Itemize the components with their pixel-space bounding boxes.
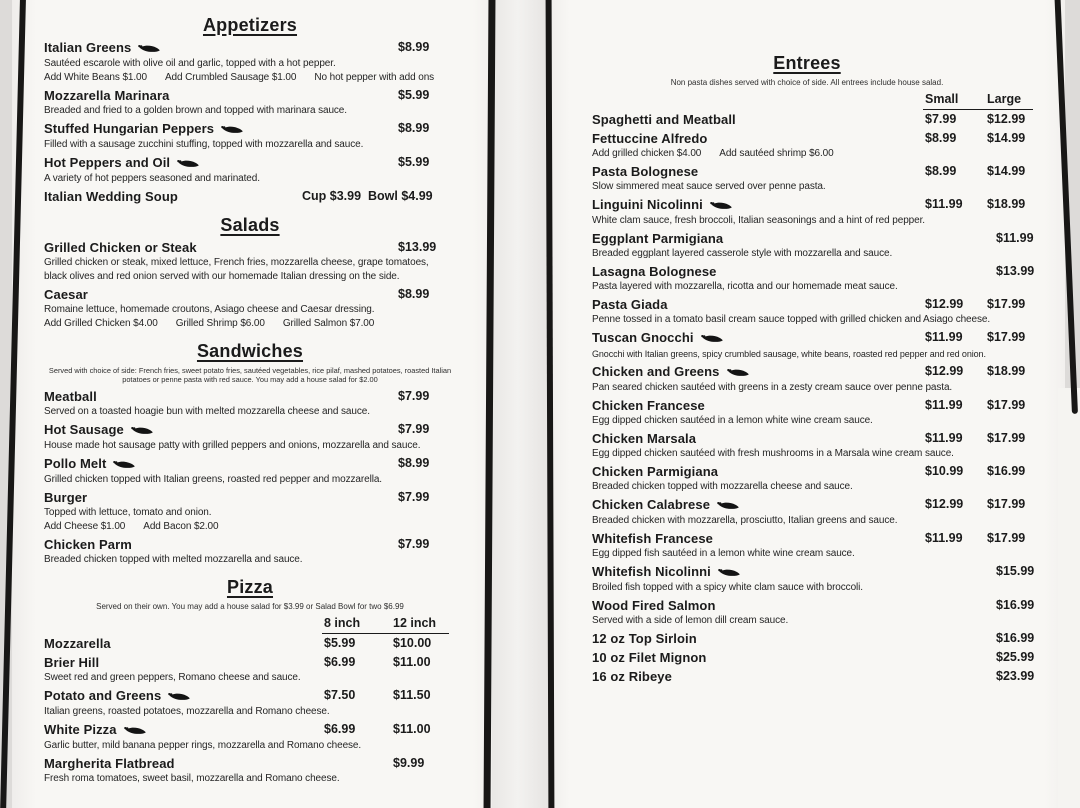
menu-item-description: Gnocchi with Italian greens, spicy crumbled sausage, white beans, roasted red pepper and red onion. (592, 349, 986, 360)
menu-item-price-col1: $11.99 (925, 330, 963, 345)
price-column-header-2: Large (987, 92, 1022, 107)
menu-item (592, 497, 1026, 527)
menu-item-header (44, 636, 456, 651)
menu-item-addons (44, 521, 456, 533)
menu-item-description: Served with a side of lemon dill cream sauce. (592, 615, 789, 627)
menu-section-sandwiches (44, 340, 456, 566)
menu-item-name: Stuffed Hungarian Peppers (44, 121, 215, 136)
menu-item-name: Burger (44, 489, 88, 505)
menu-item-name: Pasta Giada (592, 297, 668, 313)
menu-item-addons (44, 318, 456, 330)
menu-item-name: 16 oz Ribeye (592, 669, 672, 685)
menu-item-price-col2: $17.99 (987, 531, 1026, 546)
menu-item-price-col1: $8.99 (925, 164, 957, 179)
menu-item-header (592, 631, 1035, 647)
menu-item (592, 464, 1026, 493)
spicy-pepper-icon (716, 565, 740, 580)
menu-item-description: Grilled chicken topped with Italian greens, roasted red pepper and mozzarella. (44, 473, 382, 485)
menu-item-description: Filled with a sausage zucchini stuffing, topped with mozzarella and sauce. (44, 139, 364, 150)
menu-item-price-col1: $7.50 (324, 688, 356, 703)
page-gap-shade (492, 0, 549, 808)
menu-item-name: Chicken Calabrese (592, 497, 711, 513)
menu-item (592, 297, 1026, 326)
menu-item-header (592, 650, 1035, 666)
menu-item (44, 456, 456, 486)
menu-item-header (44, 88, 456, 103)
menu-item-name: Fettuccine Alfredo (592, 131, 708, 147)
menu-item (592, 598, 1035, 627)
menu-item-header (44, 240, 456, 255)
menu-item-name: Chicken Parmigiana (592, 464, 719, 480)
menu-item-header (44, 422, 456, 438)
menu-item (592, 398, 1026, 427)
menu-item (592, 669, 1035, 685)
menu-item-name: Grilled Chicken or Steak (44, 240, 197, 255)
menu-item-price-col1: $12.99 (925, 364, 964, 379)
menu-page-right-content (592, 52, 1035, 685)
menu-item-description: Garlic butter, mild banana pepper rings, mozzarella and Romano cheese. (44, 740, 362, 752)
menu-item-name: Hot Peppers and Oil (44, 155, 171, 170)
spicy-pepper-icon (166, 689, 190, 704)
menu-item-description: Topped with lettuce, tomato and onion. (44, 506, 212, 518)
menu-section-appetizers (44, 14, 456, 204)
menu-item-price: $8.99 (398, 287, 430, 301)
menu-item-name: 10 oz Filet Mignon (592, 650, 707, 666)
spicy-pepper-icon (708, 198, 732, 213)
menu-item-name: Wood Fired Salmon (592, 598, 716, 614)
menu-item-price: $8.99 (398, 121, 430, 135)
price-column-underline (322, 633, 449, 635)
section-subtitle (44, 602, 456, 612)
section-title-salads: Salads (220, 215, 280, 235)
menu-item (592, 231, 1034, 260)
spicy-pepper-icon (175, 156, 199, 171)
menu-item-price-col2: $15.99 (996, 564, 1035, 579)
menu-item (44, 189, 456, 204)
menu-item-description: Breaded chicken topped with melted mozzarella and sauce. (44, 553, 303, 565)
menu-section-salads (44, 214, 456, 330)
spicy-pepper-icon (111, 457, 135, 472)
menu-page-left (12, 0, 492, 808)
menu-item-header (592, 330, 1026, 346)
section-subtitle (44, 366, 456, 385)
menu-item-header (592, 364, 1026, 380)
menu-item-name: Spaghetti and Meatball (592, 112, 736, 128)
menu-item-header (592, 197, 1026, 213)
menu-item-header (592, 464, 1026, 480)
menu-item-header (592, 431, 1026, 447)
menu-item-name: Lasagna Bolognese (592, 264, 717, 280)
menu-item (44, 389, 456, 418)
menu-item-description: House made hot sausage patty with grilled peppers and onions, mozzarella and sauce. (44, 439, 421, 451)
menu-item-price: $7.99 (398, 421, 430, 436)
menu-item-header (44, 456, 456, 472)
menu-item-price-col2: $9.99 (393, 756, 425, 771)
menu-item-description: Breaded chicken topped with mozzarella cheese and sauce. (592, 481, 853, 493)
menu-item-header (44, 722, 456, 738)
menu-item-price-col2: $11.00 (393, 655, 431, 670)
menu-item (44, 655, 456, 684)
spicy-pepper-icon (219, 122, 243, 137)
menu-item (44, 88, 456, 117)
section-subtitle-line: Served on their own. You may add a house salad for $3.99 or Salad Bowl for two $6.99 (96, 601, 404, 611)
menu-item-description: White clam sauce, fresh broccoli, Italian seasonings and a hint of red pepper. (592, 215, 925, 227)
menu-item-price-col1: $6.99 (324, 655, 356, 670)
menu-item (44, 121, 456, 151)
menu-item-name: White Pizza (44, 722, 117, 738)
menu-item-name: Italian Greens (44, 40, 132, 55)
menu-item-header (592, 231, 1034, 247)
menu-item-description: Broiled fish topped with a spicy white clam sauce with broccoli. (592, 582, 863, 594)
addon-option: Add Grilled Chicken $4.00 (44, 318, 158, 329)
menu-item-price: $5.99 (398, 155, 430, 169)
menu-item-description: Penne tossed in a tomato basil cream sauce topped with grilled chicken and Asiago cheese. (592, 314, 991, 326)
menu-item (44, 688, 456, 718)
menu-item-price-col1: $8.99 (925, 131, 957, 146)
menu-item-name: Eggplant Parmigiana (592, 231, 724, 247)
spicy-pepper-icon (122, 723, 146, 738)
menu-item-price-col1: $7.99 (925, 112, 957, 127)
menu-item-price-col2: $17.99 (987, 398, 1026, 413)
menu-item-description: Sautéed escarole with olive oil and garlic, topped with a hot pepper. (44, 58, 336, 69)
menu-item-description: Romaine lettuce, homemade croutons, Asiago cheese and Caesar dressing. (44, 304, 375, 315)
menu-item (44, 240, 456, 283)
menu-item-description: Sweet red and green peppers, Romano cheese and sauce. (44, 672, 301, 684)
menu-item-price-col2: $12.99 (987, 112, 1026, 127)
menu-item-name: Tuscan Gnocchi (592, 330, 694, 346)
menu-item-name: Pasta Bolognese (592, 164, 699, 180)
menu-item (592, 431, 1026, 460)
section-subtitle-line: Served with choice of side: French fries, sweet potato fries, sautéed vegetables, rice pilaf, mashed potatoes, roasted Italian (48, 366, 452, 375)
menu-item-description: Pasta layered with mozzarella, ricotta and our homemade meat sauce. (592, 281, 898, 293)
menu-item-price-col2: $16.99 (987, 464, 1026, 479)
spicy-pepper-icon (129, 423, 153, 438)
menu-item-name: Mozzarella Marinara (44, 88, 170, 103)
menu-item-description: Slow simmered meat sauce served over penne pasta. (592, 181, 826, 193)
menu-item-name: Chicken and Greens (592, 364, 720, 380)
menu-item-header (592, 264, 1035, 280)
menu-item-header (44, 40, 456, 56)
menu-item-description: Served on a toasted hoagie bun with melted mozzarella cheese and sauce. (44, 405, 370, 417)
menu-item-header (44, 287, 456, 302)
menu-item-header (44, 189, 456, 204)
price-column-underline (923, 109, 1033, 111)
menu-item-header (592, 164, 1026, 180)
menu-item (592, 112, 1026, 128)
menu-item-header (592, 131, 1026, 147)
menu-item-name: Italian Wedding Soup (44, 189, 178, 204)
menu-item-price-col2: $17.99 (987, 497, 1026, 512)
menu-item-description: A variety of hot peppers seasoned and marinated. (44, 173, 260, 184)
addon-option: Grilled Salmon $7.00 (282, 318, 375, 329)
menu-item-name: Chicken Marsala (592, 431, 697, 447)
menu-item-price-col1: $11.99 (925, 531, 963, 546)
price-column-headers (592, 92, 1022, 109)
menu-item (592, 650, 1035, 666)
menu-item-price-col2: $14.99 (987, 131, 1026, 146)
menu-item-name: Linguini Nicolinni (592, 197, 703, 213)
menu-item-header (44, 537, 456, 552)
price-column-headers (44, 616, 456, 633)
addon-option: Add Crumbled Sausage $1.00 (164, 72, 297, 83)
menu-item-price: $5.99 (398, 88, 430, 102)
menu-item-description: Italian greens, roasted potatoes, mozzarella and Romano cheese. (44, 706, 330, 718)
menu-item-price-col2: $14.99 (987, 164, 1026, 179)
menu-item-price: $7.99 (398, 536, 430, 551)
menu-item-name: Mozzarella (44, 636, 111, 652)
addon-option: Add White Beans $1.00 (44, 72, 147, 83)
menu-item-header (44, 756, 456, 771)
menu-item-price-col2: $10.00 (393, 636, 432, 651)
menu-item (44, 490, 456, 533)
addon-option: Add Bacon $2.00 (143, 520, 219, 532)
page-bleed (1058, 388, 1080, 808)
menu-item-price: $7.99 (398, 388, 430, 403)
spicy-pepper-icon (136, 41, 160, 56)
menu-item-name: Meatball (44, 388, 97, 404)
menu-item-name: Chicken Francese (592, 398, 705, 414)
menu-item (44, 722, 456, 752)
menu-item-header (592, 669, 1035, 685)
menu-item-header (592, 112, 1026, 128)
menu-item-price-col2: $23.99 (996, 669, 1035, 684)
menu-item-price: $8.99 (398, 40, 430, 54)
menu-item-price-col2: $18.99 (987, 197, 1026, 212)
menu-item-name: Pollo Melt (44, 455, 107, 471)
menu-section-pizza (44, 576, 456, 785)
menu-item-name: Whitefish Francese (592, 531, 713, 547)
menu-item-price-col2: $13.99 (996, 264, 1035, 279)
section-title-appetizers: Appetizers (202, 15, 298, 35)
menu-item-addons (44, 72, 456, 84)
menu-item (44, 422, 456, 452)
menu-item-name: 12 oz Top Sirloin (592, 631, 697, 647)
menu-item-header (592, 398, 1026, 414)
menu-item (44, 40, 456, 84)
menu-item-description: Breaded eggplant layered casserole style with mozzarella and sauce. (592, 248, 893, 260)
section-subtitle-line: Non pasta dishes served with choice of side. All entrees include house salad. (670, 78, 944, 87)
menu-item-price-col1: $11.99 (925, 398, 963, 413)
menu-item-price-col1: $11.99 (925, 197, 963, 212)
menu-item-name: Caesar (44, 287, 88, 302)
menu-item-name: Margherita Flatbread (44, 756, 175, 772)
menu-item-description: Breaded chicken with mozzarella, prosciutto, Italian greens and sauce. (592, 515, 898, 527)
price-column-header-1: Small (925, 92, 959, 107)
addon-option: Add Cheese $1.00 (44, 520, 126, 532)
menu-item (592, 197, 1026, 227)
menu-item (592, 364, 1026, 394)
addon-option: Add sautéed shrimp $6.00 (719, 148, 834, 160)
section-subtitle-line: potatoes or penne pasta with red sauce. You may add a house salad for $2.00 (122, 375, 378, 385)
menu-item-name: Hot Sausage (44, 421, 124, 437)
menu-item (44, 537, 456, 566)
menu-item-header (44, 155, 456, 171)
menu-item-price-col2: $17.99 (987, 297, 1026, 312)
menu-item-price: $13.99 (398, 240, 437, 254)
menu-item-header (44, 655, 456, 670)
spicy-pepper-icon (725, 365, 749, 380)
menu-item-price-col1: $11.99 (925, 431, 963, 446)
menu-item-header (592, 531, 1026, 547)
menu-item (592, 264, 1035, 293)
menu-item-header (44, 688, 456, 704)
menu-item-description: Pan seared chicken sautéed with greens in a zesty cream sauce over penne pasta. (592, 382, 953, 394)
menu-item-name: Chicken Parm (44, 536, 132, 552)
section-title-entrees: Entrees (773, 53, 841, 73)
menu-item (592, 564, 1035, 594)
spicy-pepper-icon (715, 498, 739, 513)
menu-item-price-col1: $12.99 (925, 497, 964, 512)
menu-item-price-col2: $16.99 (996, 598, 1035, 613)
menu-item-price-col1: $12.99 (925, 297, 964, 312)
menu-item-name: Potato and Greens (44, 688, 162, 704)
menu-item-name: Whitefish Nicolinni (592, 564, 711, 580)
menu-item-header (592, 564, 1035, 580)
menu-item-description: Egg dipped fish sautéed in a lemon white wine cream sauce. (592, 548, 855, 560)
menu-item-header (592, 297, 1026, 313)
menu-item (44, 756, 456, 785)
menu-page-right (549, 0, 1065, 808)
spicy-pepper-icon (699, 331, 723, 346)
price-column-header-1: 8 inch (324, 616, 361, 631)
addon-option: No hot pepper with add ons (314, 72, 435, 83)
menu-page-left-content (44, 14, 456, 785)
menu-item-price: $8.99 (398, 455, 430, 470)
menu-item-price: $7.99 (398, 489, 430, 504)
menu-item-price-col2: $18.99 (987, 364, 1026, 379)
menu-item (592, 131, 1026, 160)
menu-item-price-col1: $5.99 (324, 636, 356, 651)
menu-item-header (44, 490, 456, 505)
menu-item-price-col2: $11.99 (996, 231, 1034, 246)
addon-option: Add grilled chicken $4.00 (592, 148, 702, 160)
menu-item-description: Egg dipped chicken sautéed in a lemon white wine cream sauce. (592, 415, 873, 427)
menu-item-description: Grilled chicken or steak, mixed lettuce, French fries, mozzarella cheese, grape tomatoes, (44, 257, 429, 268)
menu-item-description: Breaded and fried to a golden brown and topped with marinara sauce. (44, 105, 347, 116)
menu-item-price-col2: $11.00 (393, 722, 431, 737)
menu-item-header (44, 121, 456, 137)
menu-item-description: black olives and red onion served with our homemade Italian dressing on the side. (44, 271, 400, 282)
menu-section-entrees (592, 52, 1035, 685)
addon-option: Grilled Shrimp $6.00 (175, 318, 265, 329)
menu-item (44, 636, 456, 651)
menu-item (592, 164, 1026, 193)
menu-item-price-col2: $17.99 (987, 431, 1026, 446)
menu-item (44, 155, 456, 185)
section-title-pizza: Pizza (226, 576, 274, 597)
menu-item (44, 287, 456, 330)
menu-item-description: Fresh roma tomatoes, sweet basil, mozzarella and Romano cheese. (44, 773, 340, 785)
menu-item-header (592, 598, 1035, 614)
menu-item (592, 330, 1026, 360)
menu-item-header (592, 497, 1026, 513)
section-title-sandwiches: Sandwiches (196, 341, 304, 361)
menu-item-price-col1: $10.99 (925, 464, 964, 479)
menu-item-header (44, 389, 456, 404)
menu-item-description: Egg dipped chicken sautéed with fresh mushrooms in a Marsala wine cream sauce. (592, 448, 954, 460)
menu-item (592, 531, 1026, 560)
menu-item-price: Cup $3.99 Bowl $4.99 (302, 189, 433, 203)
menu-item-price-col2: $25.99 (996, 650, 1035, 665)
menu-item-price-col2: $17.99 (987, 330, 1026, 345)
menu-item-price-col1: $6.99 (324, 722, 356, 737)
menu-item-price-col2: $16.99 (996, 631, 1035, 646)
menu-item (592, 631, 1035, 647)
section-subtitle (592, 78, 1022, 88)
menu-item-name: Brier Hill (44, 655, 100, 671)
price-column-header-2: 12 inch (393, 616, 437, 631)
menu-item-price-col2: $11.50 (393, 688, 431, 703)
menu-item-addons (592, 148, 1022, 160)
